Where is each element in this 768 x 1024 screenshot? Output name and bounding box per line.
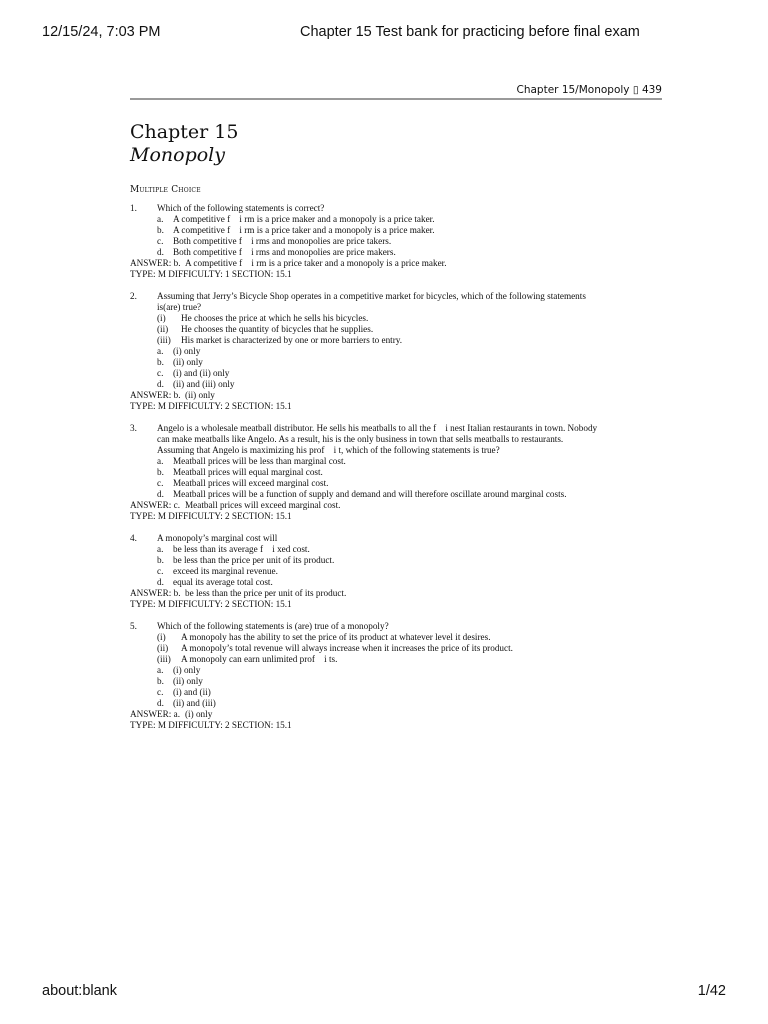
chapter-subtitle: Monopoly	[130, 144, 225, 166]
option-text: (ii) only	[173, 676, 203, 686]
answer-line	[130, 709, 675, 720]
option-text: (i) and (ii)	[173, 687, 211, 697]
answer-option	[130, 225, 675, 236]
answer-option	[130, 478, 675, 489]
statement-text: His market is characterized by one or more barriers to entry.	[181, 335, 403, 345]
option-text: Meatball prices will exceed marginal cost.	[173, 478, 329, 488]
question-stem-text: Angelo is a wholesale meatball distributor. He sells his meatballs to all the f i nest Italian restaurants in town. Nobody	[157, 423, 598, 433]
print-page-counter: 1/42	[697, 983, 726, 999]
option-label: d.	[157, 489, 164, 499]
statement-label: (iii)	[157, 654, 171, 664]
question-stem-text: A monopoly’s marginal cost will	[157, 533, 278, 543]
statement-text: A monopoly has the ability to set the price of its product at whatever level it desires.	[181, 632, 491, 642]
question-metadata: TYPE: M DIFFICULTY: 2 SECTION: 15.1	[130, 511, 292, 521]
statement-label: (ii)	[157, 643, 169, 653]
statement-item	[130, 632, 675, 643]
option-label: c.	[157, 478, 164, 488]
answer-option	[130, 577, 675, 588]
option-text: (i) only	[173, 346, 201, 356]
option-text: equal its average total cost.	[173, 577, 273, 587]
question-stem-continued: Assuming that Angelo is maximizing his prof i t, which of the following statements is true?	[157, 445, 500, 455]
question-metadata: TYPE: M DIFFICULTY: 2 SECTION: 15.1	[130, 720, 292, 730]
statement-text: A monopoly can earn unlimited prof i ts.	[181, 654, 338, 664]
answer-option	[130, 236, 675, 247]
statement-label: (i)	[157, 632, 166, 642]
question-stem-continued: can make meatballs like Angelo. As a result, his is the only business in town that sells meatballs to restaurants.	[157, 434, 564, 444]
answer-option	[130, 555, 675, 566]
question-number: 5.	[130, 621, 137, 631]
option-label: d.	[157, 577, 164, 587]
answer-option	[130, 346, 675, 357]
question-item	[130, 621, 675, 731]
answer-line	[130, 258, 675, 269]
question-stem-continued: is(are) true?	[157, 302, 202, 312]
question-stem	[130, 203, 675, 214]
question-stem	[130, 291, 675, 302]
question-number: 3.	[130, 423, 137, 433]
option-label: a.	[157, 544, 164, 554]
option-text: (ii) and (iii) only	[173, 379, 235, 389]
option-label: a.	[157, 346, 164, 356]
answer-line	[130, 588, 675, 599]
answer-key: ANSWER: b.	[130, 258, 181, 268]
statement-item	[130, 313, 675, 324]
question-metadata: TYPE: M DIFFICULTY: 1 SECTION: 15.1	[130, 269, 292, 279]
browser-print-footer	[42, 983, 726, 1003]
answer-option	[130, 357, 675, 368]
browser-print-header	[42, 24, 726, 44]
option-label: a.	[157, 665, 164, 675]
option-label: a.	[157, 456, 164, 466]
answer-option	[130, 214, 675, 225]
answer-option	[130, 665, 675, 676]
option-label: c.	[157, 566, 164, 576]
question-number: 4.	[130, 533, 137, 543]
question-stem-text: Which of the following statements is (are) true of a monopoly?	[157, 621, 389, 631]
statement-label: (iii)	[157, 335, 171, 345]
option-text: exceed its marginal revenue.	[173, 566, 278, 576]
answer-text: (ii) only	[185, 390, 215, 400]
option-label: b.	[157, 467, 164, 477]
option-label: a.	[157, 214, 164, 224]
option-text: Meatball prices will equal marginal cost.	[173, 467, 323, 477]
question-item	[130, 423, 675, 522]
answer-option	[130, 379, 675, 390]
answer-line	[130, 500, 675, 511]
answer-option	[130, 456, 675, 467]
answer-option	[130, 247, 675, 258]
statement-item	[130, 335, 675, 346]
print-url: about:blank	[42, 983, 117, 999]
option-text: Both competitive f i rms and monopolies are price takers.	[173, 236, 392, 246]
option-label: b.	[157, 555, 164, 565]
answer-key: ANSWER: b.	[130, 588, 181, 598]
option-label: b.	[157, 225, 164, 235]
option-label: b.	[157, 676, 164, 686]
statement-text: He chooses the quantity of bicycles that he supplies.	[181, 324, 374, 334]
answer-key: ANSWER: b.	[130, 390, 181, 400]
print-timestamp: 12/15/24, 7:03 PM	[42, 24, 161, 40]
option-text: Meatball prices will be a function of supply and demand and will therefore oscillate around marginal costs.	[173, 489, 567, 499]
option-text: (i) and (ii) only	[173, 368, 230, 378]
answer-option	[130, 467, 675, 478]
question-stem-text: Which of the following statements is correct?	[157, 203, 325, 213]
statement-item	[130, 324, 675, 335]
answer-key: ANSWER: c.	[130, 500, 181, 510]
answer-text: Meatball prices will exceed marginal cost.	[185, 500, 341, 510]
option-text: Both competitive f i rms and monopolies are price makers.	[173, 247, 396, 257]
print-document-title: Chapter 15 Test bank for practicing before final exam	[300, 24, 640, 40]
option-text: A competitive f i rm is a price taker and a monopoly is a price maker.	[173, 225, 435, 235]
question-item	[130, 291, 675, 412]
option-label: d.	[157, 698, 164, 708]
option-text: be less than the price per unit of its product.	[173, 555, 335, 565]
option-label: b.	[157, 357, 164, 367]
statement-label: (i)	[157, 313, 166, 323]
option-label: c.	[157, 368, 164, 378]
answer-option	[130, 698, 675, 709]
answer-text: (i) only	[185, 709, 213, 719]
option-text: (ii) only	[173, 357, 203, 367]
header-rule	[130, 98, 662, 100]
question-list	[130, 203, 675, 742]
question-metadata: TYPE: M DIFFICULTY: 2 SECTION: 15.1	[130, 401, 292, 411]
question-item	[130, 533, 675, 610]
question-stem-text: Assuming that Jerry’s Bicycle Shop operates in a competitive market for bicycles, which of the following statements	[157, 291, 586, 301]
statement-item	[130, 643, 675, 654]
question-stem	[130, 423, 675, 434]
option-text: be less than its average f i xed cost.	[173, 544, 310, 554]
option-label: c.	[157, 236, 164, 246]
statement-label: (ii)	[157, 324, 169, 334]
option-label: d.	[157, 247, 164, 257]
answer-option	[130, 544, 675, 555]
answer-key: ANSWER: a.	[130, 709, 181, 719]
section-heading: Multiple Choice	[130, 185, 201, 195]
question-metadata: TYPE: M DIFFICULTY: 2 SECTION: 15.1	[130, 599, 292, 609]
answer-option	[130, 368, 675, 379]
answer-option	[130, 676, 675, 687]
running-head: Chapter 15/Monopoly ▯ 439	[516, 84, 662, 96]
answer-line	[130, 390, 675, 401]
answer-option	[130, 489, 675, 500]
question-item	[130, 203, 675, 280]
answer-option	[130, 687, 675, 698]
question-stem	[130, 533, 675, 544]
option-label: d.	[157, 379, 164, 389]
chapter-title: Chapter 15	[130, 121, 239, 143]
option-text: A competitive f i rm is a price maker and a monopoly is a price taker.	[173, 214, 435, 224]
statement-text: He chooses the price at which he sells his bicycles.	[181, 313, 369, 323]
option-text: (ii) and (iii)	[173, 698, 216, 708]
statement-text: A monopoly’s total revenue will always increase when it increases the price of its product.	[181, 643, 513, 653]
answer-text: be less than the price per unit of its product.	[185, 588, 347, 598]
statement-item	[130, 654, 675, 665]
question-number: 1.	[130, 203, 137, 213]
option-text: Meatball prices will be less than marginal cost.	[173, 456, 346, 466]
answer-text: A competitive f i rm is a price taker and a monopoly is a price maker.	[185, 258, 447, 268]
answer-option	[130, 566, 675, 577]
option-text: (i) only	[173, 665, 201, 675]
question-number: 2.	[130, 291, 137, 301]
question-stem	[130, 621, 675, 632]
option-label: c.	[157, 687, 164, 697]
